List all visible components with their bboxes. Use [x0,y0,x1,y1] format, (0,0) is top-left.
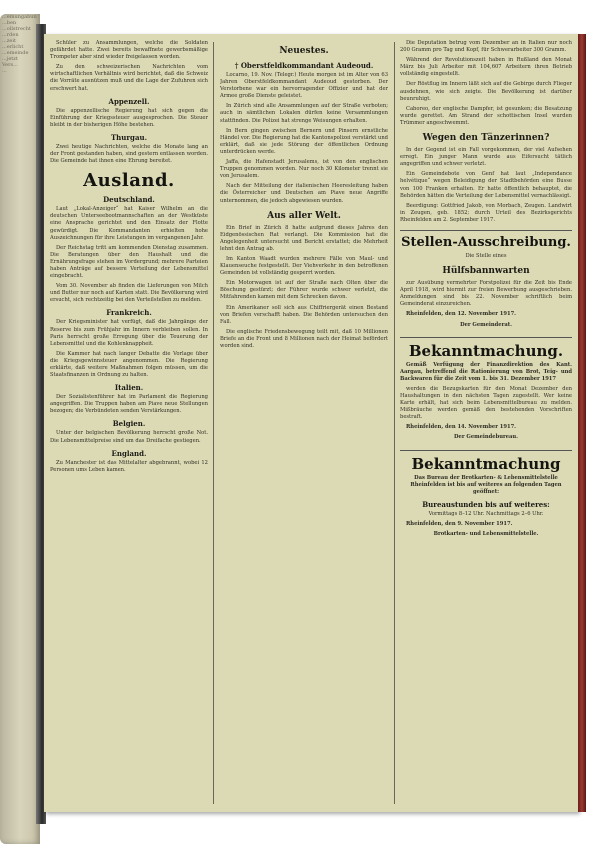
newspaper-page [44,34,578,812]
article-paragraph: Der Röstflug im Innern läßt sich auf die Gebirge durch Flieger ausdehnen, wie sich zeigte. Die Bevölkerung ist darüber beunruhigt. [400,81,572,102]
left-page-text: Vers... [2,62,18,68]
ad-subheading: Gemäß Verfügung der Finanzdirektion des Kant. Aargau, betreffend die Rationierung von Brot, Teig- und Backwaren für die Zeit vom 1. bis 31. Dezember 1917 [400,361,572,382]
left-page-text: ...rden [2,32,19,38]
ad-heading-huelfsbannwarten: Hülfsbannwarten [442,266,530,277]
article-title-audeoud: † Oberstfeldkommandant Audeoud. [234,61,374,70]
article-paragraph: Zwei heutige Nachrichten, welche die Monate lang an der Front gestanden haben, sind gestern entlassen worden. Die Gemeinde hat ihnen eine Ehrung bereitet. [50,143,208,165]
article-paragraph: Ein Brief in Zürich 8 hatte aufgrund dieses Jahres den Eidgenössischen Rat verlangt. Die Kommission hat die Angelegenheit untersucht und Bericht erstattet; die Mehrheit lehnt den Antrag ab. [220,224,388,252]
section-heading-wegen: Wegen den Tänzerinnen? [422,133,550,144]
section-heading-frankreich: Frankreich. [106,308,152,318]
section-heading-england: England. [111,448,147,458]
article-paragraph: Die Deputation betrug vom Dezember an in Italien nur noch 200 Gramm pro Tag und Kopf, für Schwerarbeiter 300 Gramm. [400,40,572,54]
article-paragraph: Ein Motorwagen ist auf der Straße nach Olten über die Böschung gestürzt; der Führer wurde schwer verletzt, die Mitfahrenden kamen mit dem Schrecken davon. [220,280,388,301]
section-heading-ausland: Ausland. [83,170,175,192]
column-1 [50,40,208,806]
ad-signature: Brotkarten- und Lebensmittelstelle. [433,531,539,538]
article-paragraph: Jaffa, die Hafenstadt Jerusalems, ist von den englischen Truppen genommen worden. Nur noch 30 Kilometer trennt sie von Jerusalem. [220,159,388,180]
section-heading-deutschland: Deutschland. [103,195,155,205]
article-paragraph: Ein Gemeindebote von Genf hat laut „Independance helvétique“ wegen Beleidigung der Stadtbehörden eine Busse von 100 Franken erhalten. Er hatte öffentlich behauptet, die Behörden hätten die Verteilung der Lebensmittel vernachlässigt. [400,171,572,199]
article-paragraph: Der Kriegsminister hat verfügt, daß die Jahrgänge der Reserve bis zum Frühjahr im Innern verbleiben sollen. In Paris herrscht große Erregung über die Teuerung der Lebensmittel und die Kohlenknappheit. [50,319,208,347]
article-paragraph: Locarno, 19. Nov. (Telegr.) Heute morgen ist im Alter von 63 Jahren Oberstfeldkommandant Audeoud gestorben. Der Verstorbene war ein hervorragender Offizier und hat der Armee große Dienste geleistet. [220,72,388,100]
column-2 [220,40,388,806]
left-page-text: ...zeit [2,38,16,44]
ad-heading-bureaustunden: Bureaustunden bis auf weiteres: [422,499,550,509]
section-heading-thurgau: Thurgau. [110,132,148,142]
article-paragraph: Im Kanton Waadt wurden mehrere Fälle von Maul- und Klauenseuche festgestellt. Der Viehverkehr in den betroffenen Gemeinden ist vollständig gesperrt worden. [220,255,388,277]
ad-signature-place: Rheinfelden, den 14. November 1917. [406,424,516,431]
ad-text: werden die Bezugskarten für den Monat Dezember den Haushaltungen in den nächsten Tagen zugestellt. Wer keine Karte erhält, hat sich beim Lebensmittelbureau zu melden. Mißbräuche werden gemäß den bestehenden Vorschriften bestraft. [400,385,572,421]
article-paragraph: Während der Revolutionszeit haben in Rußland den Monat März bis Juli Arbeiter mit 104,607 Arbeitern ihren Betrieb vollständig eingestellt. [400,57,572,78]
ad-text: zur Ausübung vermehrter Forstpolizei für die Zeit bis Ende April 1918, wird hiermit zur freien Bewerbung ausgeschrieben. Anmeldungen sind bis 22. November schriftlich beim Gemeinderat einzureichen. [400,280,572,308]
ad-signature-place: Rheinfelden, den 12. November 1917. [406,311,516,318]
ad-heading-bekanntmachung-2: Bekanntmachung [400,450,572,473]
article-paragraph: Die englische Friedensbewegung teilt mit, daß 10 Millionen Briefe an die Front und 8 Millionen nach der Heimat befördert worden sind. [220,328,388,349]
ad-text: Vormittags 8–12 Uhr. Nachmittags 2–6 Uhr. [428,510,544,517]
section-heading-aus-aller-welt: Aus aller Welt. [267,210,341,221]
ad-heading-bekanntmachung-1: Bekanntmachung. [400,337,572,360]
article-paragraph: Nach der Mitteilung der italienischen Heeresleitung haben die Österreicher und Deutschen am Piave neue Angriffe unternommen, die jedoch abgewiesen wurden. [220,183,388,204]
column-rule [394,42,395,804]
left-page-text: ...emeinde [2,50,29,56]
section-heading-appenzell: Appenzell. [108,96,150,106]
article-paragraph: Der Sozialistenführer hat im Parlament die Regierung angegriffen. Die Truppen haben am Piave neue Stellungen bezogen; die Verbündeten senden Verstärkungen. [50,394,208,415]
ad-text: Die Stelle eines [465,252,507,259]
column-3 [400,40,572,806]
left-page-text: ...ollstrecht [2,26,31,32]
article-paragraph: Ein Amerikaner soll sich aus Chiffriergerät einen Bestand von Briefen verschafft haben. Die Behörden untersuchen den Fall. [220,304,388,325]
article-paragraph: Die Kammer hat nach langer Debatte die Vorlage über die Kriegsgewinnsteuer angenommen. Die Regierung erklärte, daß weitere Maßnahmen folgen müssen, um die Staatsfinanzen in Ordnung zu halten. [50,350,208,379]
ad-signature: Der Gemeindebureau. [454,434,518,441]
left-page-text: ...emungabun [2,14,37,20]
article-paragraph: Unter der belgischen Bevölkerung herrscht große Not. Die Lebensmittelpreise sind um das Dreifache gestiegen. [50,430,208,444]
article-paragraph: Schüler zu Ansammlungen, welche die Soldaten gefährdet hatte. Zwei bereits bewaffnete gewerbsmäßige Trompeter aber sind wieder freigelassen worden. [50,40,208,61]
article-paragraph: Vom 30. November ab finden die Lieferungen von Milch und Butter nur noch auf Karten statt. Die Bevölkerung wird ersucht, sich rechtzeitig bei den Verteilstellen zu melden. [50,283,208,304]
article-paragraph: Caboreo, der englische Dampfer, ist gesunken; die Besatzung wurde gerettet. Am Strand der schottischen Insel wurden Trümmer angeschwemmt. [400,105,572,126]
section-heading-neuestes: Neuestes. [279,46,329,56]
left-page-text: ... [2,68,7,74]
left-page-text: ...jetzt [2,56,18,62]
ad-heading-stellen: Stellen-Ausschreibung. [400,230,572,251]
article-paragraph: In Bern gingen zwischen Bernern und Pinsern ernstliche Händel vor. Die Regierung hat die Kantonspolizei verstärkt und erklärt, daß sie jede Störung der öffentlichen Ordnung unterdrücken werde. [220,127,388,155]
article-paragraph: In der Gegend ist ein Fall vorgekommen, der viel Aufsehen erregt. Ein junger Mann wurde aus Eifersucht tätlich angegriffen und schwer verletzt. [400,147,572,168]
column-rule [213,42,214,804]
article-paragraph: Die appenzellische Regierung hat sich gegen die Einführung der Kriegssteuer ausgesprochen. Die Steuer bleibt in der bisherigen Höhe bestehen. [50,107,208,128]
book-binding-edge [578,34,586,812]
section-heading-belgien: Belgien. [112,419,146,429]
section-heading-italien: Italien. [114,383,144,393]
article-paragraph: Beerdigung: Gottfried Jakob, von Morbach, Zeugen. Landwirt in Zeugen, geb. 1852; durch Urteil des Bezirksgerichts Rheinfelden am 2. September 1917. [400,202,572,223]
article-paragraph: Der Reichstag tritt am kommenden Dienstag zusammen. Die Beratungen über den Haushalt und die Ernährungsfrage stehen im Vordergrund; mehrere Parteien haben Anträge auf bessere Verteilung der Lebensmittel eingebracht. [50,244,208,280]
left-page-edge [0,14,40,844]
left-page-text: ...ben [2,20,17,26]
article-paragraph: Zu den schweizerischen Nachrichten vom wirtschaftlichen Verhältnis wird berichtet, daß die Schweiz die Vorräte ausnützen muß und die Lage der Zufuhren sich erschwert hat. [50,64,208,92]
article-paragraph: In Zürich sind alle Ansammlungen auf der Straße verboten; auch in sämtlichen Lokalen dürfen keine Versammlungen stattfinden. Die Polizei hat strenge Weisungen erhalten. [220,103,388,124]
left-page-text: ...erlicht [2,44,24,50]
ad-signature: Der Gemeinderat. [460,321,512,328]
ad-signature-place: Rheinfelden, den 9. November 1917. [406,520,513,527]
article-paragraph: Laut „Lokal-Anzeiger“ hat Kaiser Wilhelm an die deutschen Unterseebootmannschaften an der Westküste eine Ansprache gerichtet und den Einsatz der Flotte gewürdigt. Die Kommandanten erhielten hohe Auszeichnungen für ihre Leistungen im vergangenen Jahr. [50,206,208,241]
article-paragraph: Zu Manchester ist das Mittelalter abgebrannt, wobei 12 Personen ums Leben kamen. [50,459,208,473]
ad-subheading: Das Bureau der Brotkarten- & Lebensmittelstelle Rheinfelden ist bis auf weiteres an folgenden Tagen geöffnet: [410,474,562,495]
